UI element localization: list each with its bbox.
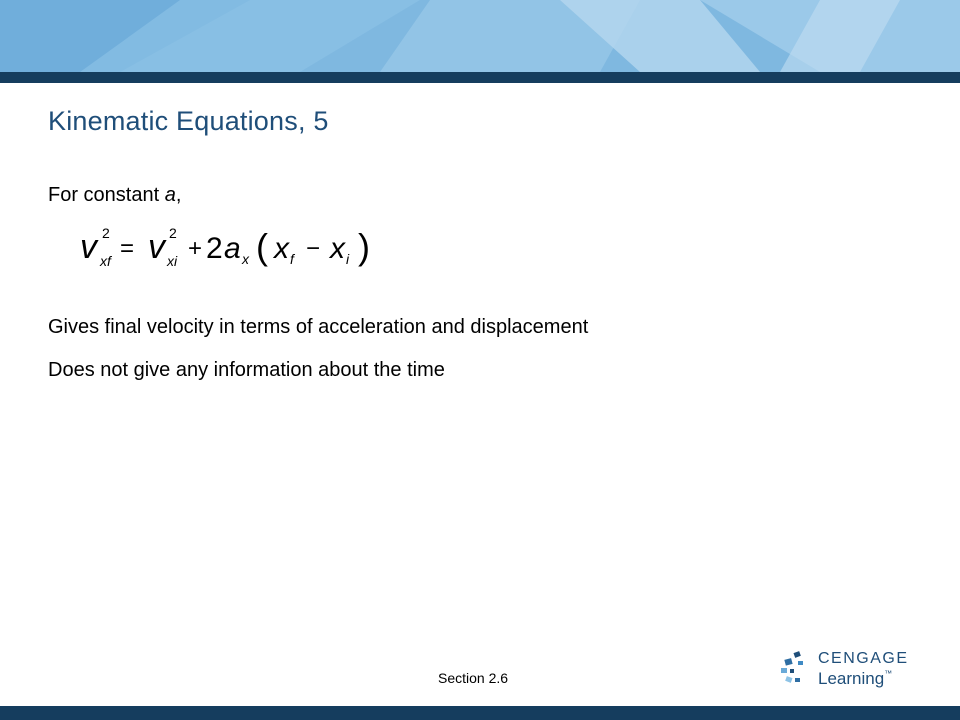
- eq-coef: 2: [206, 232, 223, 265]
- kinematic-equation: [78, 222, 378, 270]
- eq-x-f-sub: f: [290, 251, 294, 267]
- body-line-final-velocity: Gives final velocity in terms of acceleration and displacement: [48, 316, 589, 338]
- cengage-logo-learning: Learning: [818, 669, 885, 688]
- eq-equals: =: [120, 235, 135, 262]
- cengage-logo-tm: ™: [884, 669, 893, 678]
- eq-lhs-v: v: [80, 228, 97, 266]
- eq-lhs-sub: xf: [100, 253, 111, 269]
- header-decoration: [0, 0, 960, 72]
- eq-lhs-sup: 2: [102, 225, 110, 241]
- slide-title: Kinematic Equations, 5: [48, 106, 329, 136]
- eq-rhs-sub: xi: [167, 253, 178, 269]
- eq-lparen: (: [256, 226, 268, 267]
- eq-rhs-sup: 2: [169, 225, 177, 241]
- cengage-logo-mark-icon: [780, 650, 812, 686]
- eq-rparen: ): [358, 226, 370, 267]
- eq-minus: −: [306, 235, 321, 262]
- body-line-no-time: Does not give any information about the time: [48, 359, 445, 381]
- eq-x-i-sub: i: [346, 251, 350, 267]
- section-label: Section 2.6: [438, 670, 509, 686]
- cengage-logo-sub: [818, 669, 892, 689]
- eq-x-f: x: [274, 232, 289, 265]
- header-rule: [0, 72, 960, 83]
- eq-a: a: [224, 232, 241, 265]
- cengage-logo-word: CENGAGE: [818, 650, 909, 667]
- intro-variable: a: [164, 184, 176, 206]
- eq-x-i: x: [330, 232, 345, 265]
- intro-suffix: ,: [175, 184, 182, 206]
- intro-prefix: For constant: [48, 184, 165, 206]
- header-band: [0, 0, 960, 72]
- eq-a-sub: x: [242, 251, 249, 267]
- intro-line: [48, 184, 181, 207]
- eq-rhs-v: v: [148, 228, 165, 266]
- cengage-logo: [780, 648, 920, 692]
- footer-rule: [0, 706, 960, 720]
- eq-plus: +: [188, 235, 203, 262]
